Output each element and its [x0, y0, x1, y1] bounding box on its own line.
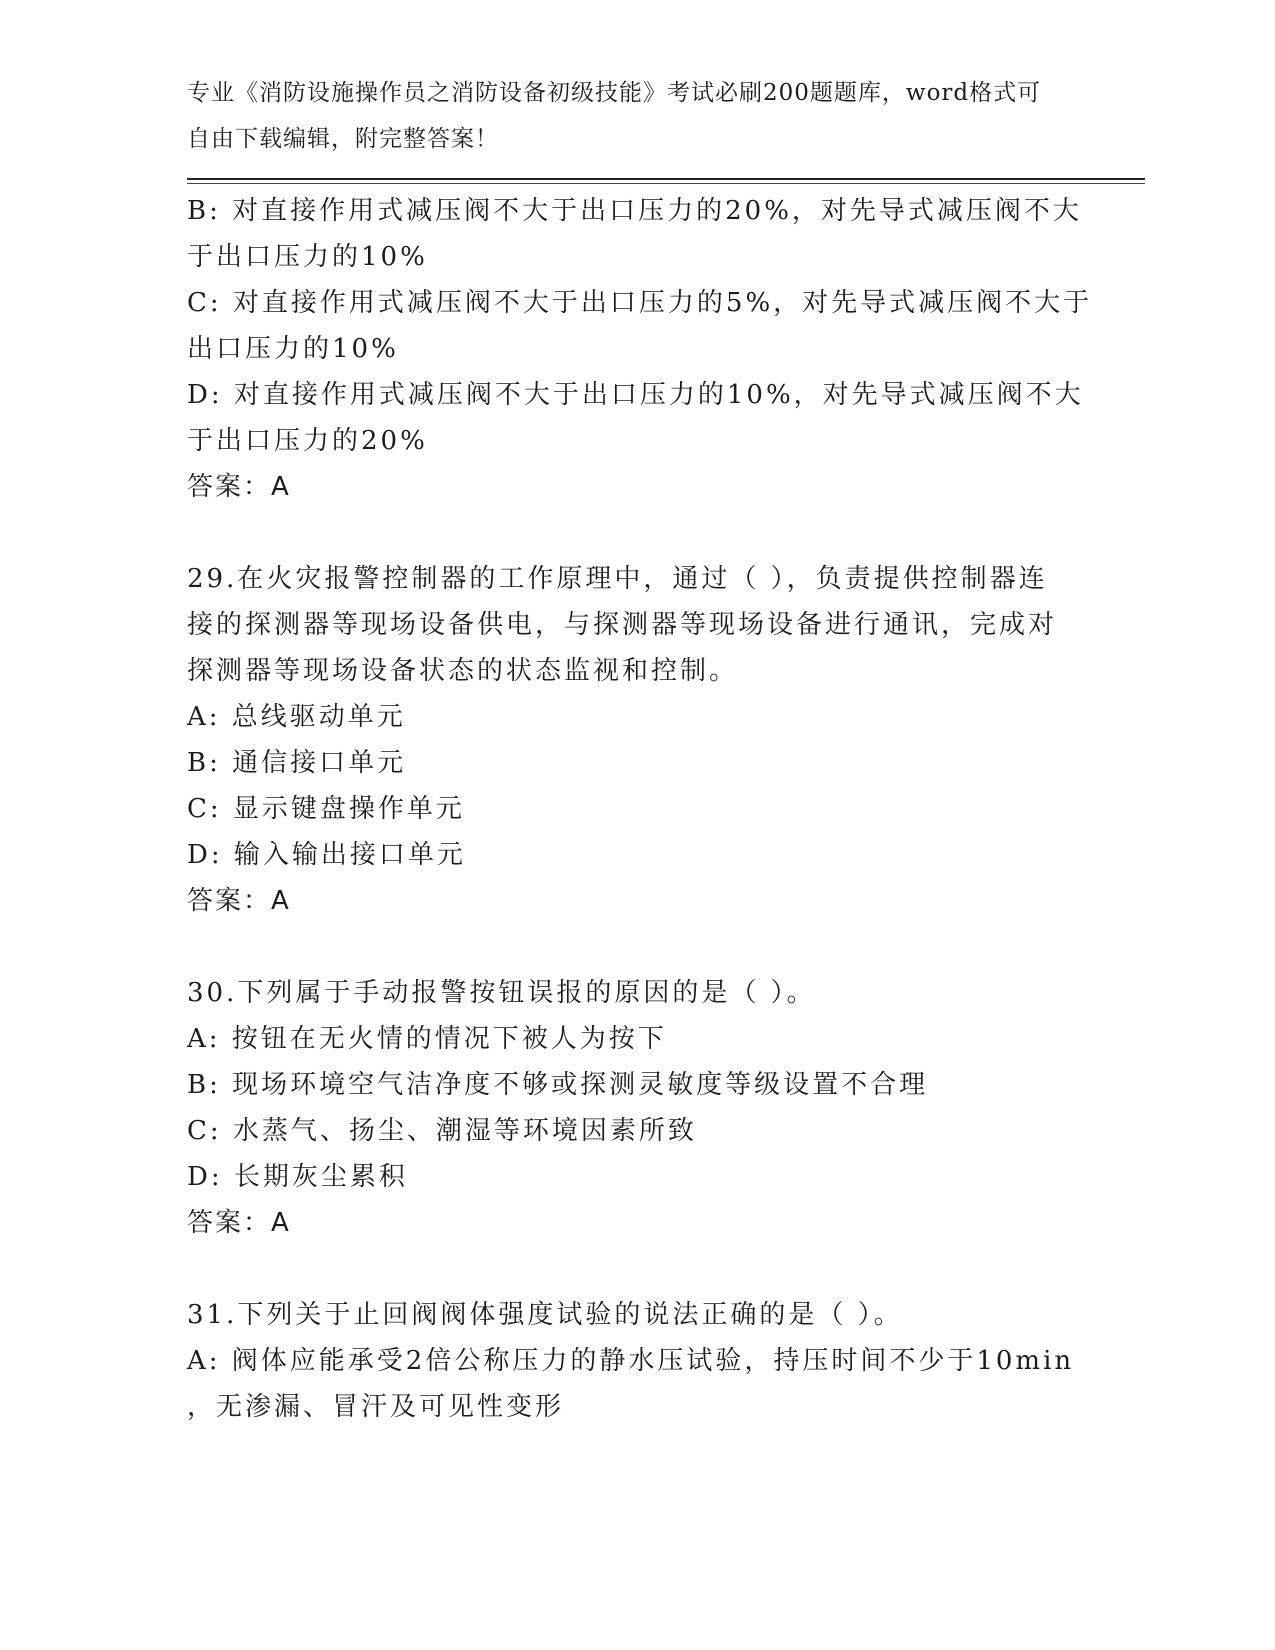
answer-line: 答案：A — [187, 886, 291, 916]
header-line: 自由下载编辑，附完整答案！ — [187, 126, 499, 152]
option-a: A: 按钮在无火情的情况下被人为按下 — [187, 1024, 667, 1054]
header-divider — [187, 178, 1145, 180]
document-header — [187, 70, 1087, 162]
prev-question-options — [187, 188, 1107, 510]
option-b: B: 现场环境空气洁净度不够或探测灵敏度等级设置不合理 — [187, 1070, 929, 1100]
option-a: A: 总线驱动单元 — [187, 702, 406, 732]
option-line: 出口压力的10% — [187, 334, 399, 364]
option-a-continued: ，无渗漏、冒汗及可见性变形 — [187, 1392, 565, 1422]
option-line: C: 对直接作用式减压阀不大于出口压力的5%，对先导式减压阀不大于 — [187, 288, 1093, 318]
option-line: 于出口压力的10% — [187, 242, 428, 272]
question-30 — [187, 970, 1107, 1246]
header-divider-thin — [187, 183, 1145, 184]
question-29 — [187, 556, 1107, 924]
question-31 — [187, 1292, 1107, 1430]
option-b: B: 通信接口单元 — [187, 748, 407, 778]
option-line: 于出口压力的20% — [187, 426, 428, 456]
question-text: 30.下列属于手动报警按钮误报的原因的是（ ）。 — [187, 978, 816, 1008]
document-body — [187, 188, 1107, 1430]
option-a: A: 阀体应能承受2倍公称压力的静水压试验，持压时间不少于10min — [187, 1346, 1075, 1376]
option-d: D: 输入输出接口单元 — [187, 840, 466, 870]
option-d: D: 长期灰尘累积 — [187, 1162, 408, 1192]
option-line: B: 对直接作用式减压阀不大于出口压力的20%，对先导式减压阀不大 — [187, 196, 1082, 226]
header-line: 专业《消防设施操作员之消防设备初级技能》考试必刷200题题库，word格式可 — [187, 80, 1042, 106]
option-c: C: 显示键盘操作单元 — [187, 794, 465, 824]
question-text: 接的探测器等现场设备供电，与探测器等现场设备进行通讯，完成对 — [187, 610, 1058, 640]
answer-line: 答案：A — [187, 1208, 291, 1238]
question-text: 探测器等现场设备状态的状态监视和控制。 — [187, 656, 739, 686]
answer-line: 答案：A — [187, 472, 291, 502]
option-line: D: 对直接作用式减压阀不大于出口压力的10%，对先导式减压阀不大 — [187, 380, 1084, 410]
question-text: 31.下列关于止回阀阀体强度试验的说法正确的是（ ）。 — [187, 1300, 903, 1330]
option-c: C: 水蒸气、扬尘、潮湿等环境因素所致 — [187, 1116, 697, 1146]
question-text: 29.在火灾报警控制器的工作原理中，通过（ ），负责提供控制器连 — [187, 564, 1048, 594]
